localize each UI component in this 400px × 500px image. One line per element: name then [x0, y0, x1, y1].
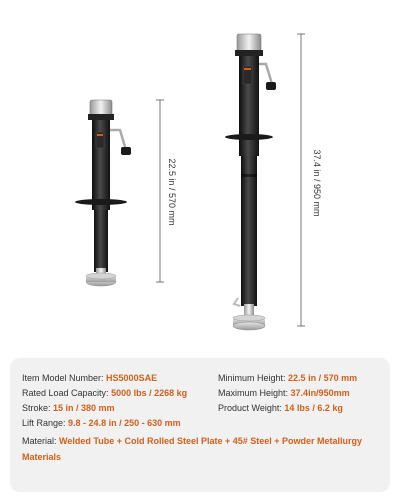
spec-value: 14 lbs / 6.2 kg: [284, 403, 343, 413]
spec-label: Maximum Height:: [218, 388, 289, 398]
spec-lift-range: [22, 418, 181, 429]
spec-item-model: [22, 373, 157, 384]
spec-value: 9.8 - 24.8 in / 250 - 630 mm: [68, 418, 181, 428]
spec-label: Minimum Height:: [218, 373, 286, 383]
short-jack: [75, 100, 131, 286]
spec-label: Lift Range:: [22, 418, 66, 428]
spec-weight: [218, 403, 343, 414]
spec-stroke: [22, 403, 115, 414]
spec-max-height: [218, 388, 350, 399]
spec-label: Stroke:: [22, 403, 51, 413]
short-jack-height-label: 22.5 in / 570 mm: [167, 158, 177, 226]
tall-jack-height-label: 37.4 in / 950 mm: [312, 149, 322, 217]
tall-jack-dimension-line: [297, 34, 305, 326]
spec-value: Welded Tube + Cold Rolled Steel Plate + 45# Steel + Powder Metallurgy Materials: [22, 436, 363, 462]
spec-value: 22.5 in / 570 mm: [288, 373, 358, 383]
spec-label: Product Weight:: [218, 403, 282, 413]
spec-rated-load: [22, 388, 187, 399]
short-jack-dimension-line: [156, 100, 164, 282]
tall-jack: [225, 34, 276, 330]
spec-label: Item Model Number:: [22, 373, 104, 383]
spec-material: [22, 433, 372, 465]
spec-label: Rated Load Capacity:: [22, 388, 109, 398]
spec-label: Material:: [22, 436, 57, 446]
spec-value: 15 in / 380 mm: [53, 403, 115, 413]
spec-min-height: [218, 373, 357, 384]
spec-value: 37.4in/950mm: [290, 388, 350, 398]
spec-value: HS5000SAE: [106, 373, 158, 383]
spec-value: 5000 lbs / 2268 kg: [111, 388, 188, 398]
